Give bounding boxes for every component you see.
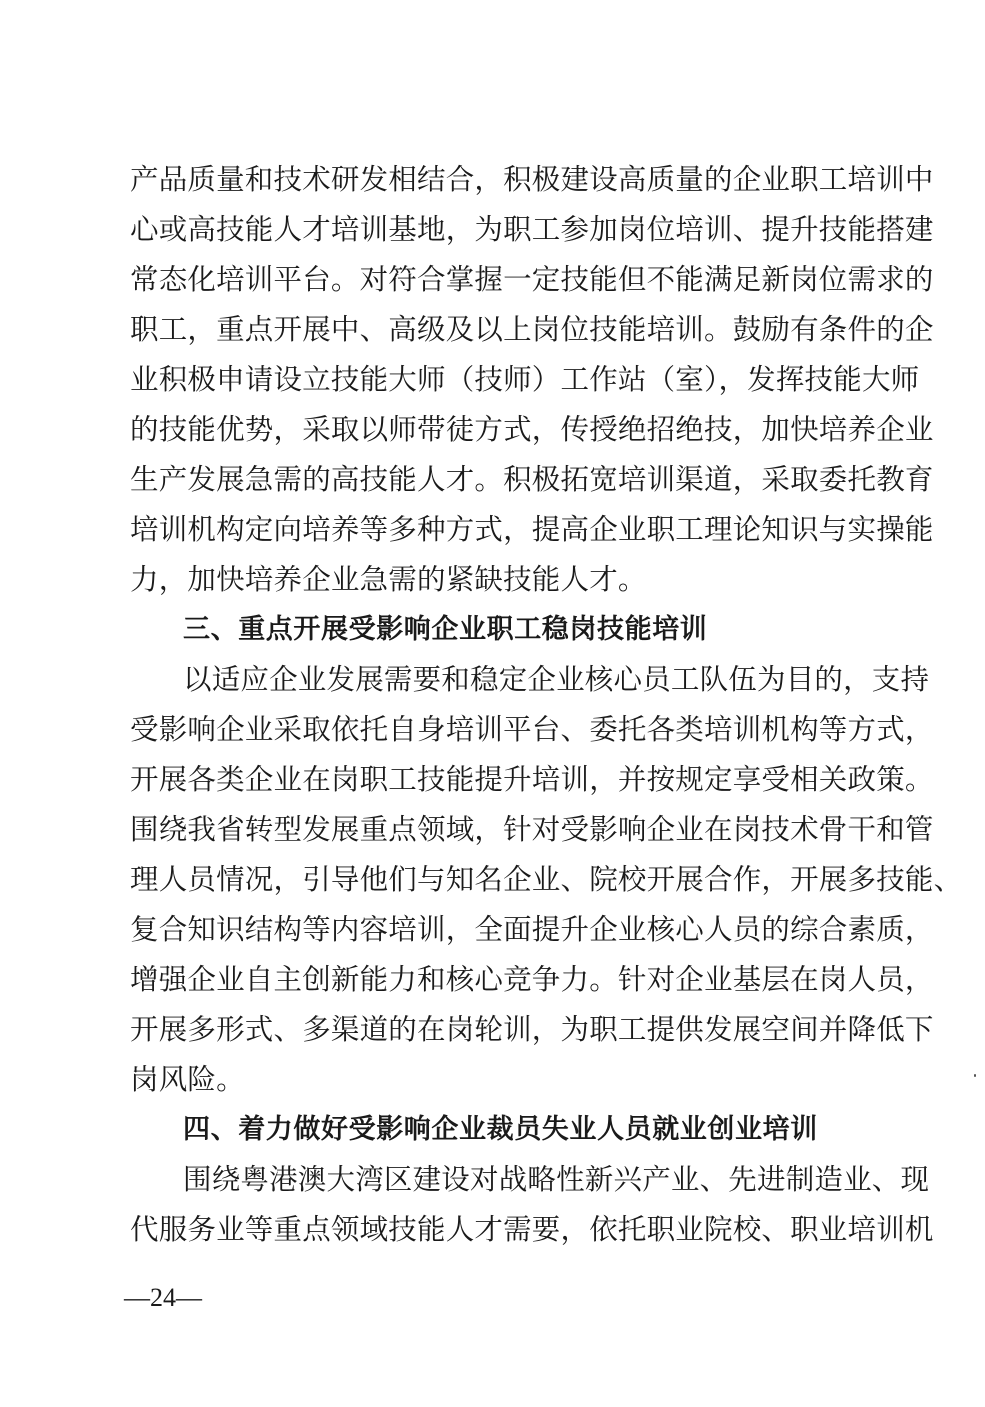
section-heading-3: 三、重点开展受影响企业职工稳岗技能培训 [183, 614, 708, 645]
page-number: —24— [124, 1283, 202, 1312]
paragraph-line: 开展各类企业在岗职工技能提升培训，并按规定享受相关政策。 [130, 763, 934, 796]
paragraph-line: 的技能优势，采取以师带徒方式，传授绝招绝技，加快培养企业 [130, 413, 934, 446]
paragraph-line-first: 围绕粤港澳大湾区建设对战略性新兴产业、先进制造业、现 [183, 1163, 930, 1196]
scan-speck [974, 1074, 976, 1077]
paragraph-line: 围绕我省转型发展重点领域，针对受影响企业在岗技术骨干和管 [130, 813, 934, 846]
paragraph-line: 业积极申请设立技能大师（技师）工作站（室），发挥技能大师 [130, 363, 920, 396]
paragraph-line: 开展多形式、多渠道的在岗轮训，为职工提供发展空间并降低下 [130, 1013, 934, 1046]
paragraph-line: 生产发展急需的高技能人才。积极拓宽培训渠道，采取委托教育 [130, 463, 934, 496]
paragraph-line: 培训机构定向培养等多种方式，提高企业职工理论知识与实操能 [130, 513, 934, 546]
paragraph-line: 职工，重点开展中、高级及以上岗位技能培训。鼓励有条件的企 [130, 313, 934, 346]
paragraph-line-last: 力，加快培养企业急需的紧缺技能人才。 [130, 563, 647, 596]
paragraph-line: 受影响企业采取依托自身培训平台、委托各类培训机构等方式， [130, 713, 934, 746]
paragraph-line: 增强企业自主创新能力和核心竞争力。针对企业基层在岗人员， [130, 963, 934, 996]
paragraph-line: 常态化培训平台。对符合掌握一定技能但不能满足新岗位需求的 [130, 263, 934, 296]
paragraph-line: 复合知识结构等内容培训，全面提升企业核心人员的综合素质， [130, 913, 934, 946]
paragraph-line: 产品质量和技术研发相结合，积极建设高质量的企业职工培训中 [130, 163, 934, 196]
paragraph-line-first: 以适应企业发展需要和稳定企业核心员工队伍为目的，支持 [183, 663, 930, 696]
paragraph-line: 理人员情况，引导他们与知名企业、院校开展合作，开展多技能、 [130, 863, 963, 896]
section-heading-4: 四、着力做好受影响企业裁员失业人员就业创业培训 [183, 1114, 818, 1145]
paragraph-line-last: 岗风险。 [130, 1063, 245, 1096]
paragraph-line: 代服务业等重点领域技能人才需要，依托职业院校、职业培训机 [130, 1213, 934, 1246]
paragraph-line: 心或高技能人才培训基地，为职工参加岗位培训、提升技能搭建 [130, 213, 934, 246]
